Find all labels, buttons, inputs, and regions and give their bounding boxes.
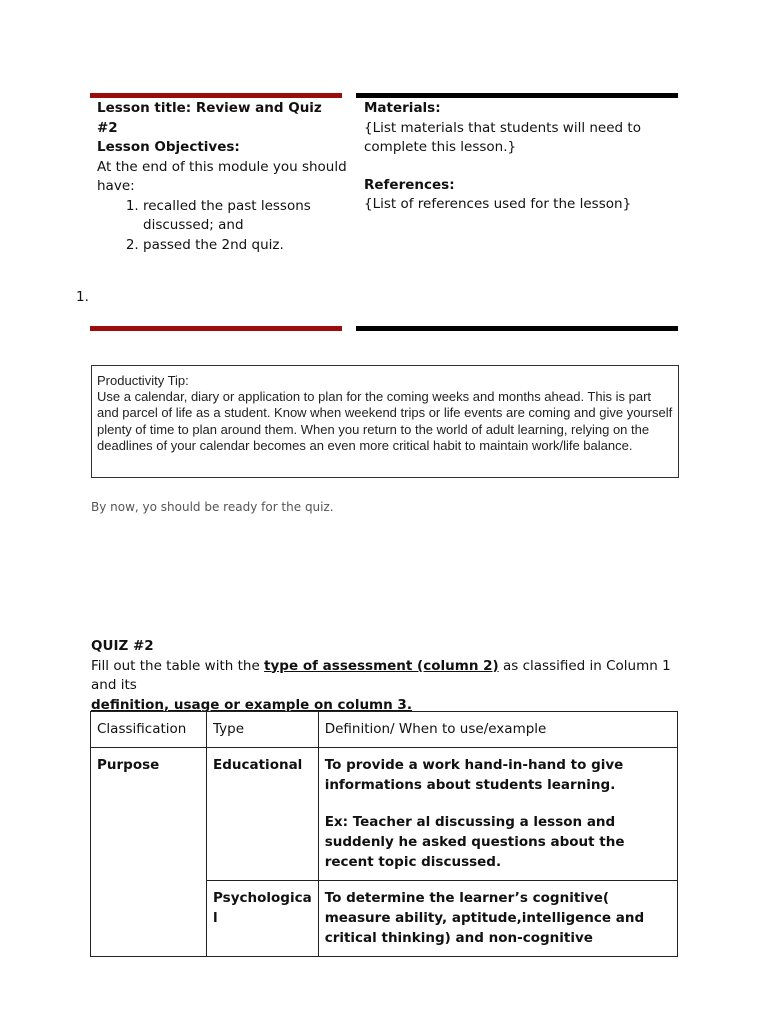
cell-type: Educational xyxy=(207,748,319,881)
cell-type: Psychologica l xyxy=(207,881,319,957)
header-classification: Classification xyxy=(91,712,207,748)
stray-list-number: 1. xyxy=(76,289,89,305)
bottom-left-red-bar xyxy=(90,326,342,331)
instr-text-2: as classified in Column 1 and its xyxy=(91,657,671,693)
productivity-tip-box xyxy=(91,365,679,478)
quiz-title: QUIZ #2 xyxy=(91,638,154,654)
quiz-section xyxy=(91,637,691,715)
tip-body: Use a calendar, diary or application to plan for the coming weeks and months ahead. This is part and parcel of life as a student. Know when weekend trips or life events are coming and give yourself plenty of time to plan around them. When you return to the world of adult learning, relying on the deadlines of your calendar becomes an even more critical habit to maintain work/life balance. xyxy=(97,389,673,453)
instr-underlined-1: type of assessment (column 2) xyxy=(264,657,499,674)
bottom-right-black-bar xyxy=(356,326,678,331)
objective-item: 1. recalled the past lessons discussed; and xyxy=(143,197,347,236)
cell-definition xyxy=(318,881,677,957)
instr-text-1: Fill out the table with the xyxy=(91,657,265,674)
lesson-info xyxy=(97,99,347,255)
definition-text: To determine the learner’s cognitive( measure ability, aptitude,intelligence and critical thinking) and non-cognitive xyxy=(324,890,645,946)
cell-classification: Purpose xyxy=(91,748,207,957)
tip-heading: Productivity Tip: xyxy=(97,373,189,388)
materials-references xyxy=(364,99,664,215)
references-text: {List of references used for the lesson} xyxy=(364,196,632,212)
instr-underlined-2: definition, usage or example on column 3. xyxy=(91,696,412,713)
materials-text: {List materials that students will need to complete this lesson.} xyxy=(364,119,641,155)
top-right-black-bar xyxy=(356,93,678,98)
objective-item: 2. passed the 2nd quiz. xyxy=(143,236,347,256)
header-type: Type xyxy=(207,712,319,748)
table-header-row xyxy=(91,712,678,748)
quiz-instructions xyxy=(91,657,691,696)
quiz-ready-note: By now, yo should be ready for the quiz. xyxy=(91,500,334,514)
top-left-red-bar xyxy=(90,93,342,98)
materials-heading: Materials: xyxy=(364,100,441,116)
objectives-intro: At the end of this module you should have: xyxy=(97,158,347,194)
example-text: Ex: Teacher al discussing a lesson and suddenly he asked questions about the recent topic discussed. xyxy=(324,814,625,870)
header-definition: Definition/ When to use/example xyxy=(318,712,677,748)
cell-definition xyxy=(318,748,677,881)
objectives-heading: Lesson Objectives: xyxy=(97,139,240,155)
table-row xyxy=(91,748,678,881)
objectives-list xyxy=(97,197,347,256)
lesson-title: Lesson title: Review and Quiz #2 xyxy=(97,100,322,136)
definition-text: To provide a work hand-in-hand to give informations about students learning. xyxy=(324,757,624,793)
assessment-table xyxy=(90,711,678,957)
references-heading: References: xyxy=(364,176,455,193)
